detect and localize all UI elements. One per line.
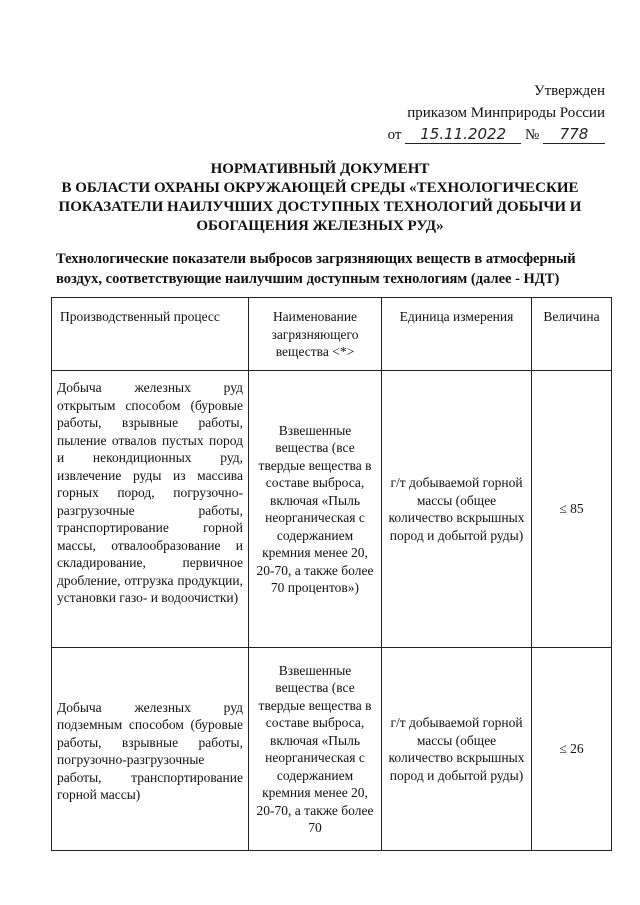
header-process: Производственный процесс <box>52 298 249 371</box>
table-row <box>52 371 612 648</box>
header-value: Величина <box>532 298 612 371</box>
approval-line-approved: Утвержден <box>533 83 605 99</box>
approval-line-date <box>365 124 605 146</box>
title-line-2: В ОБЛАСТИ ОХРАНЫ ОКРУЖАЮЩЕЙ СРЕДЫ «ТЕХНОЛОГИЧЕСКИЕ <box>61 180 579 196</box>
cell-substance: Взвешенные вещества (все твердые вещества в составе выброса, включая «Пыль неорганическая с содержанием кремния менее 20, 20-70, а также более 70 <box>249 648 382 851</box>
cell-value: ≤ 85 <box>532 371 612 648</box>
emission-indicators-table <box>51 297 612 851</box>
header-substance: Наименование загрязняющего вещества <*> <box>249 298 382 371</box>
cell-substance: Взвешенные вещества (все твердые вещества в составе выброса, включая «Пыль неорганическая с содержанием кремния менее 20, 20-70, а также более 70 процентов») <box>249 371 382 648</box>
title-line-1: НОРМАТИВНЫЙ ДОКУМЕНТ <box>210 161 430 177</box>
handwritten-number: 778 <box>543 126 605 144</box>
document-title <box>40 160 600 236</box>
date-prefix: от <box>387 127 402 143</box>
table-header-row <box>52 298 612 371</box>
table-caption: Технологические показатели выбросов загрязняющих веществ в атмосферный воздух, соответствующие наилучшим доступным технологиям (далее - НДТ) <box>56 251 576 287</box>
header-unit: Единица измерения <box>382 298 532 371</box>
cell-value: ≤ 26 <box>532 648 612 851</box>
title-line-4: ОБОГАЩЕНИЯ ЖЕЛЕЗНЫХ РУД» <box>196 218 444 234</box>
approval-stamp <box>365 80 605 146</box>
number-label: № <box>524 127 540 143</box>
approval-line-order: приказом Минприроды России <box>407 105 605 121</box>
cell-process: Добыча железных руд подземным способом (буровые работы, взрывные работы, погрузочно-разгрузочные работы, транспортирование горной массы) <box>52 648 249 851</box>
cell-unit: г/т добываемой горной массы (общее количество вскрышных пород и добытой руды) <box>382 648 532 851</box>
cell-process: Добыча железных руд открытым способом (буровые работы, взрывные работы, пыление отвалов пустых пород и некондиционных руд, извлечение руды из массива горных пород, погрузочно-разгрузочные работы, транспортирование горной массы, отвалообразование и складирование, первичное дробление, отгрузка продукции, установки газо- и водоочистки) <box>52 371 249 648</box>
cell-unit: г/т добываемой горной массы (общее количество вскрышных пород и добытой руды) <box>382 371 532 648</box>
handwritten-date: 15.11.2022 <box>405 126 521 144</box>
table-row <box>52 648 612 851</box>
title-line-3: ПОКАЗАТЕЛИ НАИЛУЧШИХ ДОСТУПНЫХ ТЕХНОЛОГИЙ ДОБЫЧИ И <box>58 199 582 215</box>
